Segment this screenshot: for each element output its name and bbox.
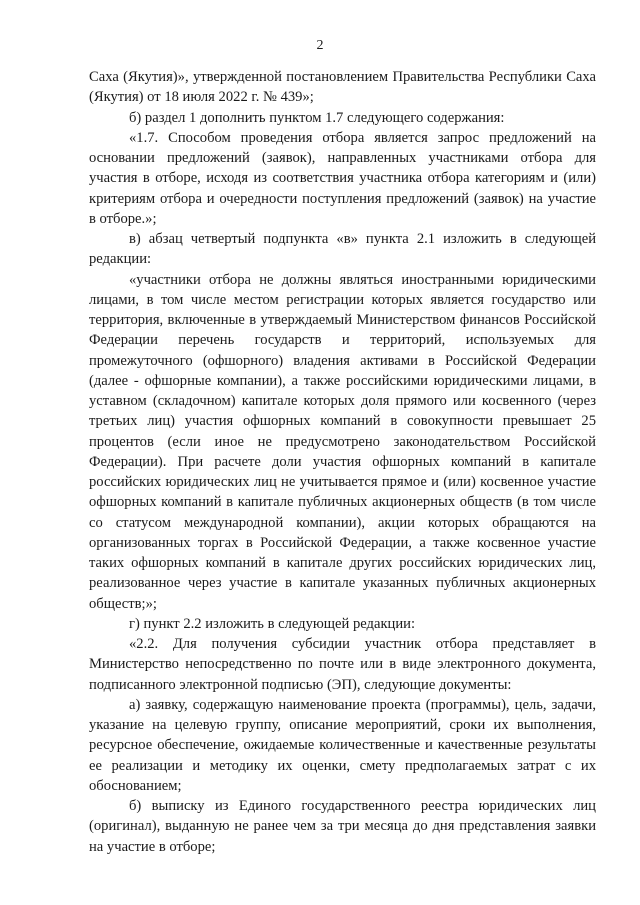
paragraph-clause-2-2: «2.2. Для получения субсидии участник отбора представляет в Министерство непосредственно по почте или в виде электронного документа, подписанного электронной подписью (ЭП), следующие документы: bbox=[89, 636, 596, 693]
paragraph-clause-1-7: «1.7. Способом проведения отбора является запрос предложений на основании предложений (заявок), направленных участниками отбора для участия в отборе, исходя из соответствия участника отбора категориям и (или) критериям отбора и очередности поступления предложений (заявок) на участие в отборе.»; bbox=[89, 129, 596, 227]
paragraph-subitem-b: б) выписку из Единого государственного реестра юридических лиц (оригинал), выданную не ранее чем за три месяца до дня представления заявки на участие в отборе; bbox=[89, 798, 596, 855]
paragraph-offshore-quote: «участники отбора не должны являться иностранными юридическими лицами, в том числе местом регистрации которых является государство или территория, включенные в утверждаемый Министерством финансов Российской Федерации перечень государств и территорий, используемых для промежуточного (офшорного) владения активами в Российской Федерации (далее - офшорные компании), а также российскими юридическими лицами, в уставном (складочном) капитале которых доля прямого или косвенного (через третьих лиц) участия офшорных компаний в совокупности превышает 25 процентов (если иное не предусмотрено законодательством Российской Федерации). При расчете доли участия офшорных компаний в капитале российских юридических лиц не учитывается прямое и (или) косвенное участие офшорных компаний в капитале публичных акционерных обществ (в том числе со статусом международной компании), акции которых обращаются на организованных торгах в Российской Федерации, а также косвенное участие таких офшорных компаний в капитале других российских юридических лиц, реализованное через участие в капитале указанных публичных акционерных обществ;»; bbox=[89, 271, 596, 612]
paragraph-subitem-a: а) заявку, содержащую наименование проекта (программы), цель, задачи, указание на целевую группу, описание мероприятий, сроки их выполнения, ресурсное обеспечение, ожидаемые количественные и качественные результаты ее реализации и методику их оценки, смету предполагаемых затрат с их обоснованием; bbox=[89, 696, 596, 794]
document-body bbox=[89, 67, 596, 857]
paragraph-item-g: г) пункт 2.2 изложить в следующей редакции: bbox=[129, 615, 416, 632]
paragraph-item-v: в) абзац четвертый подпункта «в» пункта 2.1 изложить в следующей редакции: bbox=[89, 231, 596, 268]
page-number: 2 bbox=[316, 38, 324, 53]
paragraph-continuation: Саха (Якутия)», утвержденной постановлением Правительства Республики Саха (Якутия) от 18 июля 2022 г. № 439»; bbox=[89, 69, 596, 106]
paragraph-item-b: б) раздел 1 дополнить пунктом 1.7 следующего содержания: bbox=[129, 109, 505, 126]
